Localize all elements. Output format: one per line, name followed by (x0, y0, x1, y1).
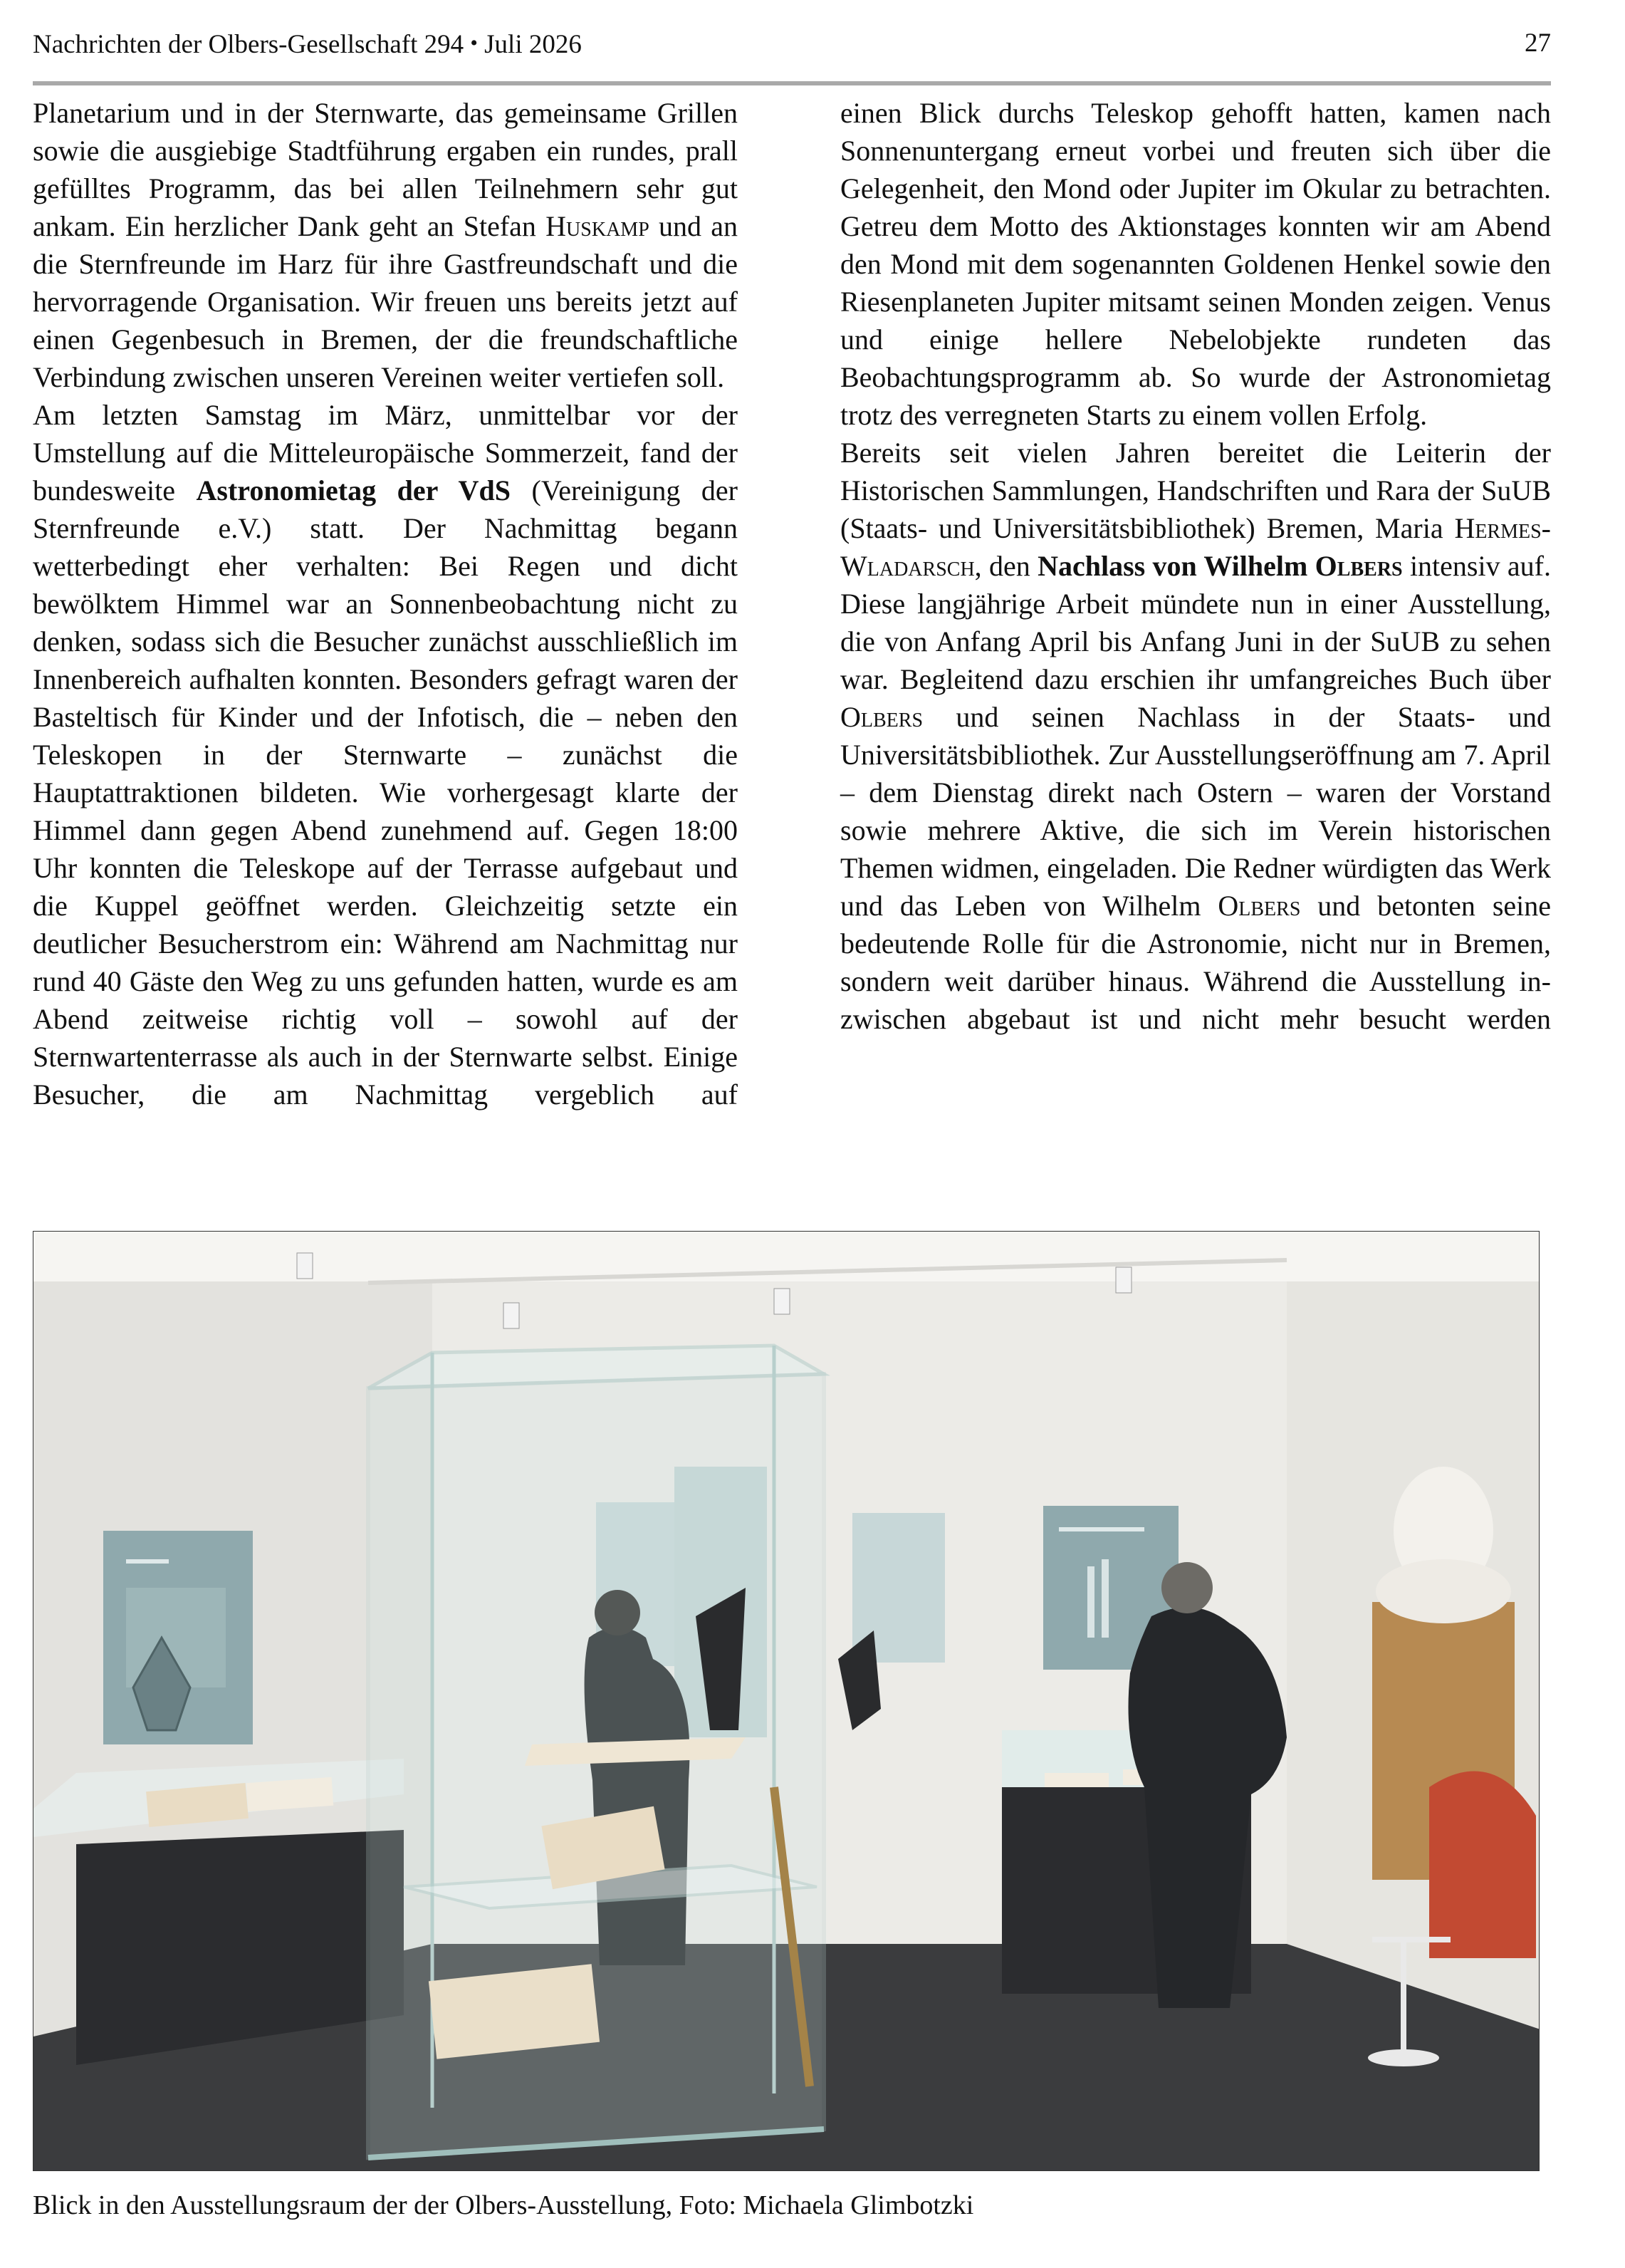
exhibit-document (1045, 1773, 1109, 1787)
spotlight (774, 1289, 790, 1314)
panel-image (1087, 1566, 1094, 1638)
paragraph (840, 434, 1551, 1038)
right-column (840, 94, 1551, 1038)
header-rule (33, 81, 1551, 85)
visitor-head (1161, 1562, 1213, 1613)
text-run: Planetarium und in der Sternwarte, das gemeinsame Grillen sowie die ausgiebige Stadtführung ergaben ein rundes, prall gefülltes Programm, das bei allen Teilnehmern sehr gut ankam. Ein herzlicher Dank geht an Stefan (33, 97, 738, 242)
text-run: und an die Sternfreunde im Harz für ihre Gastfreundschaft und die hervorragende Organisation. Wir freuen uns bereits jetzt auf einen Gegenbesuch in Bremen, der die freundschaftliche Verbindung zwischen unseren Vereinen weiter vertiefen soll. (33, 210, 738, 393)
page-number: 27 (1525, 28, 1551, 58)
person-name: Hermes-Wladarsch (840, 512, 1551, 582)
running-title (33, 24, 582, 64)
figure-caption: Blick in den Ausstellungsraum der der Olbers-Ausstellung, Foto: Michaela Glimbotzki (33, 2190, 974, 2220)
exhibit-document (246, 1777, 333, 1811)
emphasis (1038, 550, 1403, 582)
bust-shoulders (1376, 1559, 1511, 1623)
left-column (33, 94, 738, 1113)
panel-image (1102, 1559, 1109, 1638)
sign-stand (1401, 1940, 1406, 2054)
person-name: Olbers (1315, 550, 1403, 582)
paragraph (33, 94, 738, 396)
bullet-separator: • (470, 31, 478, 55)
text-run: , den (974, 550, 1038, 582)
text-run: Bereits seit vielen Jahren bereitet die Leiterin der Historischen Sammlungen, Handschriften und Rara der SuUB (Staats- und Universitätsbibliothek) Bremen, Maria (840, 437, 1551, 544)
person-name: Huskamp (545, 210, 649, 242)
text-run: Am letzten Samstag im März, unmittelbar vor der Umstellung auf die Mitteleuropäische Sommerzeit, fand der bundesweite (33, 399, 738, 506)
journal-title: Nachrichten der Olbers-Gesellschaft 294 (33, 30, 464, 59)
issue-date: Juli 2026 (484, 30, 582, 59)
text-run: intensiv auf. Diese langjährige Arbeit mündete nun in einer Ausstellung, die von Anfang April bis Anfang Juni in der SuUB zu sehen war. Begleitend dazu erschien ihr umfangreiches Buch über (840, 550, 1551, 695)
text-run: und betonten seine bedeutende Rolle für die Astronomie, nicht nur in Bremen, sondern weit darüber hinaus. Während die Ausstellung inzwischen abgebaut ist und nicht mehr besucht werden (840, 890, 1552, 1035)
text-run: Nachlass von Wilhelm (1038, 550, 1315, 582)
emphasis: Astronomietag der VdS (196, 474, 511, 506)
exhibition-room-illustration (33, 1232, 1540, 2171)
spotlight (503, 1303, 519, 1328)
sign-stand-base (1368, 2049, 1439, 2066)
sign-stand (1372, 1937, 1451, 1942)
panel-heading (126, 1559, 169, 1564)
exhibition-photo (33, 1231, 1540, 2171)
panel-heading (1059, 1527, 1144, 1531)
person-name: Olbers (1218, 890, 1301, 922)
text-run: und seinen Nachlass in der Staats- und Universitätsbibliothek. Zur Ausstellungseröffnung am 7. April – dem Dienstag direkt nach Ostern – waren der Vorstand sowie mehrere Aktive, die sich im Verein historischen Themen widmen, eingeladen. Die Redner würdigten das Werk und das Leben von Wilhelm (840, 701, 1551, 922)
spotlight (297, 1253, 313, 1279)
running-header (33, 24, 1551, 63)
text-run: (Vereinigung der Sternfreunde e.V.) statt. Der Nachmittag begann wetterbedingt eher verhalten: Bei Regen und dicht bewölktem Himmel war an Sonnenbeobachtung nicht zu denken, sodass sich die Besucher zunächst ausschließlich im Innenbereich aufhalten konnten. Besonders gefragt waren der Basteltisch für Kinder und der Infotisch, die – neben den Teleskopen in der Sternwarte – zunächst die Hauptattraktionen bildeten. Wie vorhergesagt klarte der Himmel dann gegen Abend zunehmend auf. Gegen 18:00 Uhr konnten die Teleskope auf der Terrasse aufgebaut und die Kuppel geöffnet werden. Gleichzeitig setzte ein deutlicher Besucherstrom ein: Während am Nachmittag nur rund 40 Gäste den Weg zu uns gefunden hatten, wurde es am Abend zeitweise richtig voll – sowohl auf der Sternwartenterrasse als auch in der Sternwarte selbst. Einige Besucher, die am Nachmittag vergeblich auf (33, 474, 738, 1110)
person-name: Olbers (840, 701, 924, 733)
paragraph (33, 396, 738, 1113)
spotlight (1116, 1267, 1132, 1293)
red-bag (1429, 1772, 1536, 1959)
paragraph: einen Blick durchs Teleskop gehofft hatten, kamen nach Sonnenuntergang erneut vorbei und freuten sich über die Gelegenheit, den Mond oder Jupiter im Okular zu betrachten. Getreu dem Motto des Aktionstages konnten wir am Abend den Mond mit dem sogenannten Goldenen Henkel sowie den Riesenplaneten Jupiter mitsamt seinen Monden zeigen. Venus und einige hellere Nebelobjekte rundeten das Beobachtungsprogramm ab. So wurde der Astronomietag trotz des verregneten Starts zu einem vollen Erfolg. (840, 97, 1551, 431)
